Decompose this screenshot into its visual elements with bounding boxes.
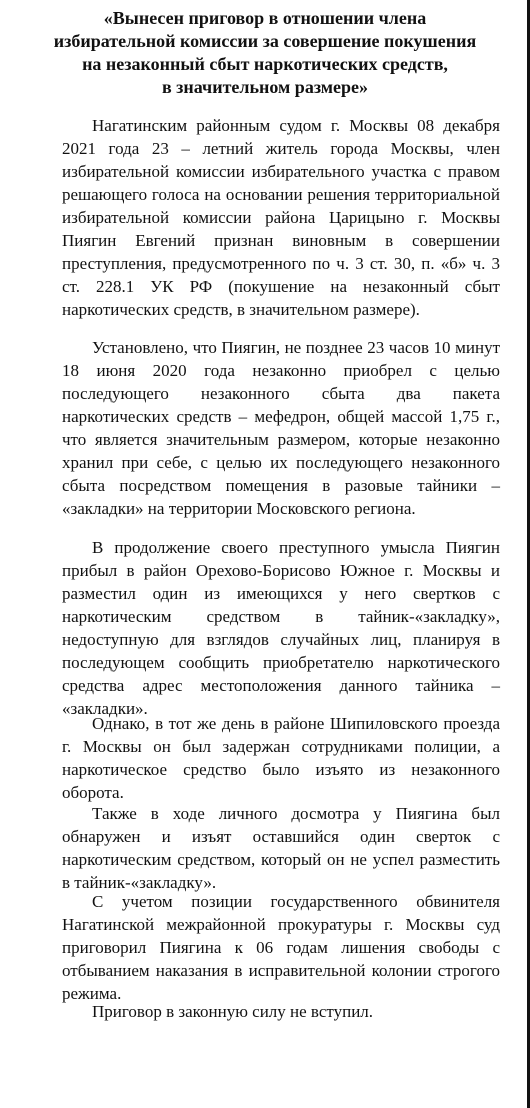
paragraph-established-facts: Установлено, что Пиягин, не позднее 23 часов 10 минут 18 июня 2020 года незаконно приобрел с целью последующего незаконного сбыта два пакета наркотических средств – мефедрон, общей массой 1,75 г., что является значительным размером, которые незаконно хранил при себе, с целью их последующего незаконного сбыта посредством помещения в разовые тайники – «закладки» на территории Московского региона. — [62, 338, 500, 518]
paragraph-personal-search: Также в ходе личного досмотра у Пиягина был обнаружен и изъят оставшийся один сверток с наркотическим средством, который он не успел разместить в тайник-«закладку». — [62, 804, 500, 892]
document-title-line-3: на незаконный сбыт наркотических средств, — [82, 54, 448, 74]
paragraph-detention: Однако, в тот же день в районе Шипиловского проезда г. Москвы он был задержан сотрудниками полиции, а наркотическое средство было изъято из незаконного оборота. — [62, 714, 500, 802]
paragraph-stash-placement: В продолжение своего преступного умысла Пиягин прибыл в район Орехово-Борисово Южное г. Москвы и разместил один из имеющихся у него свертков с наркотическим средством в тайник-«закладку», недоступную для взглядов случайных лиц, планируя в последующем сообщить приобретателю наркотического средства адрес местоположения данного тайника – «закладки». — [62, 538, 500, 718]
paragraph-sentence: С учетом позиции государственного обвинителя Нагатинской межрайонной прокуратуры г. Москвы суд приговорил Пиягина к 06 годам лишения свободы с отбыванием наказания в исправительной колонии строгого режима. — [62, 892, 500, 1003]
document-title-line-1: «Вынесен приговор в отношении члена — [103, 8, 427, 28]
document-title-line-2: избирательной комиссии за совершение покушения — [53, 31, 477, 51]
document-title-line-4: в значительном размере» — [161, 77, 369, 97]
paragraph-not-in-force: Приговор в законную силу не вступил. — [92, 1002, 374, 1021]
paragraph-verdict: Нагатинским районным судом г. Москвы 08 декабря 2021 года 23 – летний житель города Москвы, член избирательной комиссии избирательного участка с правом решающего голоса на основании решения территориальной избирательной комиссии района Царицыно г. Москвы Пиягин Евгений признан виновным в совершении преступления, предусмотренного по ч. 3 ст. 30, п. «б» ч. 3 ст. 228.1 УК РФ (покушение на незаконный сбыт наркотических средств, в значительном размере). — [62, 116, 500, 319]
